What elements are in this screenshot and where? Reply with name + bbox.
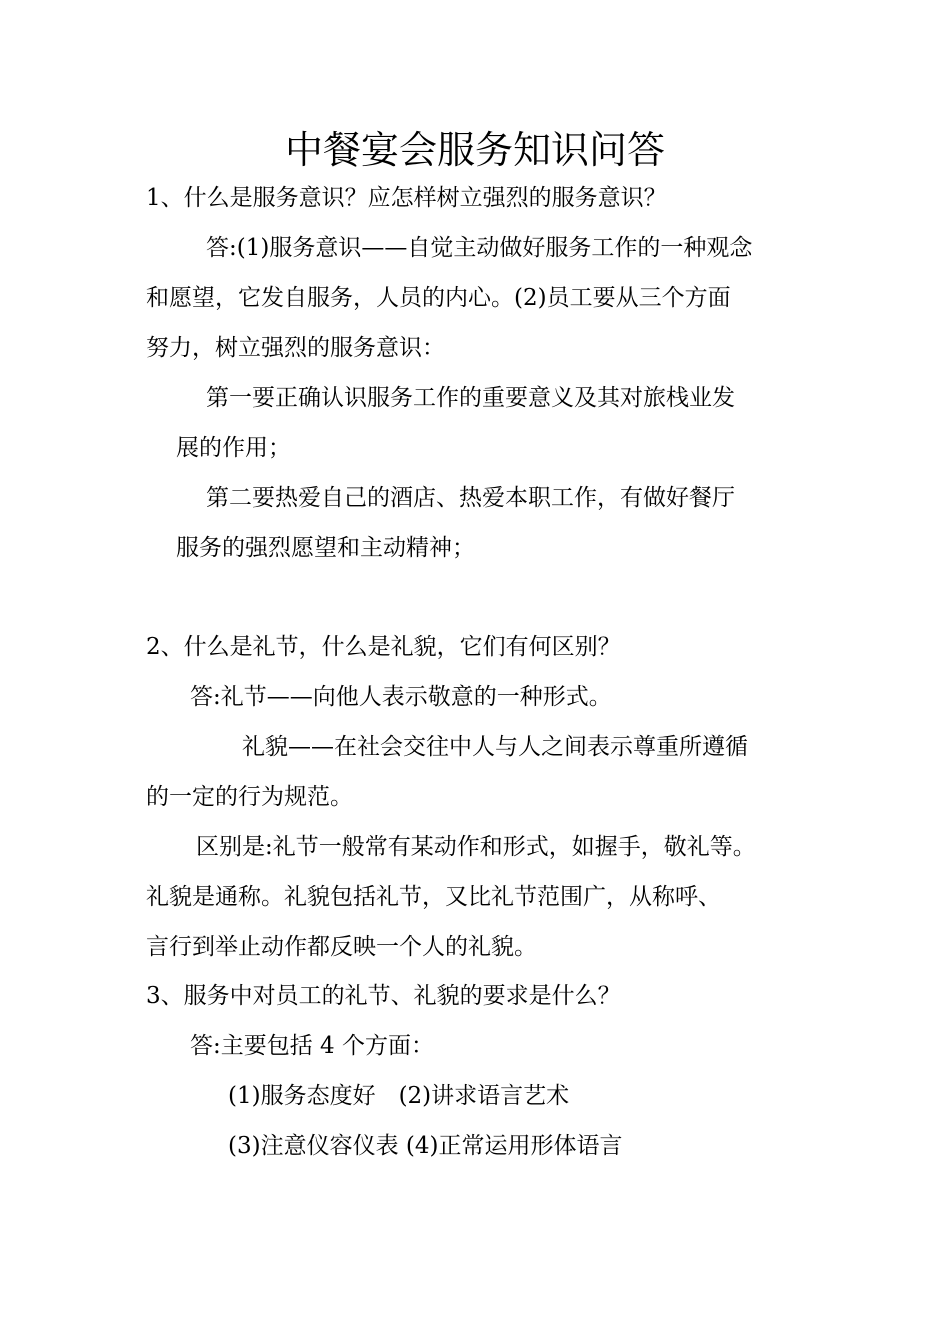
answer-2-line-1: 答:礼节——向他人表示敬意的一种形式。 [190,684,612,710]
answer-2-line-2: 礼貌——在社会交往中人与人之间表示尊重所遵循 [242,734,748,760]
answer-2-line-4: 区别是:礼节一般常有某动作和形式，如握手，敬礼等。 [196,834,756,860]
answer-2-line-3: 的一定的行为规范。 [146,784,353,810]
answer-1-point-1-line-2: 展的作用； [176,435,291,461]
answer-3-line-2: (1)服务态度好 (2)讲求语言艺术 [228,1083,570,1109]
answer-1-point-2-line-2: 服务的强烈愿望和主动精神； [176,535,475,561]
question-1: 1、什么是服务意识？应怎样树立强烈的服务意识？ [146,185,667,211]
document-title: 中餐宴会服务知识问答 [284,128,665,172]
answer-3-line-3: (3)注意仪容仪表 (4)正常运用形体语言 [228,1133,623,1159]
answer-2-line-6: 言行到举止动作都反映一个人的礼貌。 [146,934,537,960]
answer-3-line-1: 答:主要包括 4 个方面： [190,1033,435,1059]
answer-2-line-5: 礼貌是通称。礼貌包括礼节，又比礼节范围广，从称呼、 [146,884,721,910]
answer-1-point-2-line-1: 第二要热爱自己的酒店、热爱本职工作，有做好餐厅 [206,485,735,511]
answer-1-line-2: 和愿望，它发自服务，人员的内心。(2)员工要从三个方面 [146,285,731,311]
question-3: 3、服务中对员工的礼节、礼貌的要求是什么？ [146,983,621,1009]
answer-1-line-3: 努力，树立强烈的服务意识： [146,335,445,361]
answer-1-point-1-line-1: 第一要正确认识服务工作的重要意义及其对旅栈业发 [206,385,735,411]
question-2: 2、什么是礼节，什么是礼貌，它们有何区别？ [146,634,621,660]
answer-1-line-1: 答:(1)服务意识——自觉主动做好服务工作的一种观念 [206,235,753,261]
